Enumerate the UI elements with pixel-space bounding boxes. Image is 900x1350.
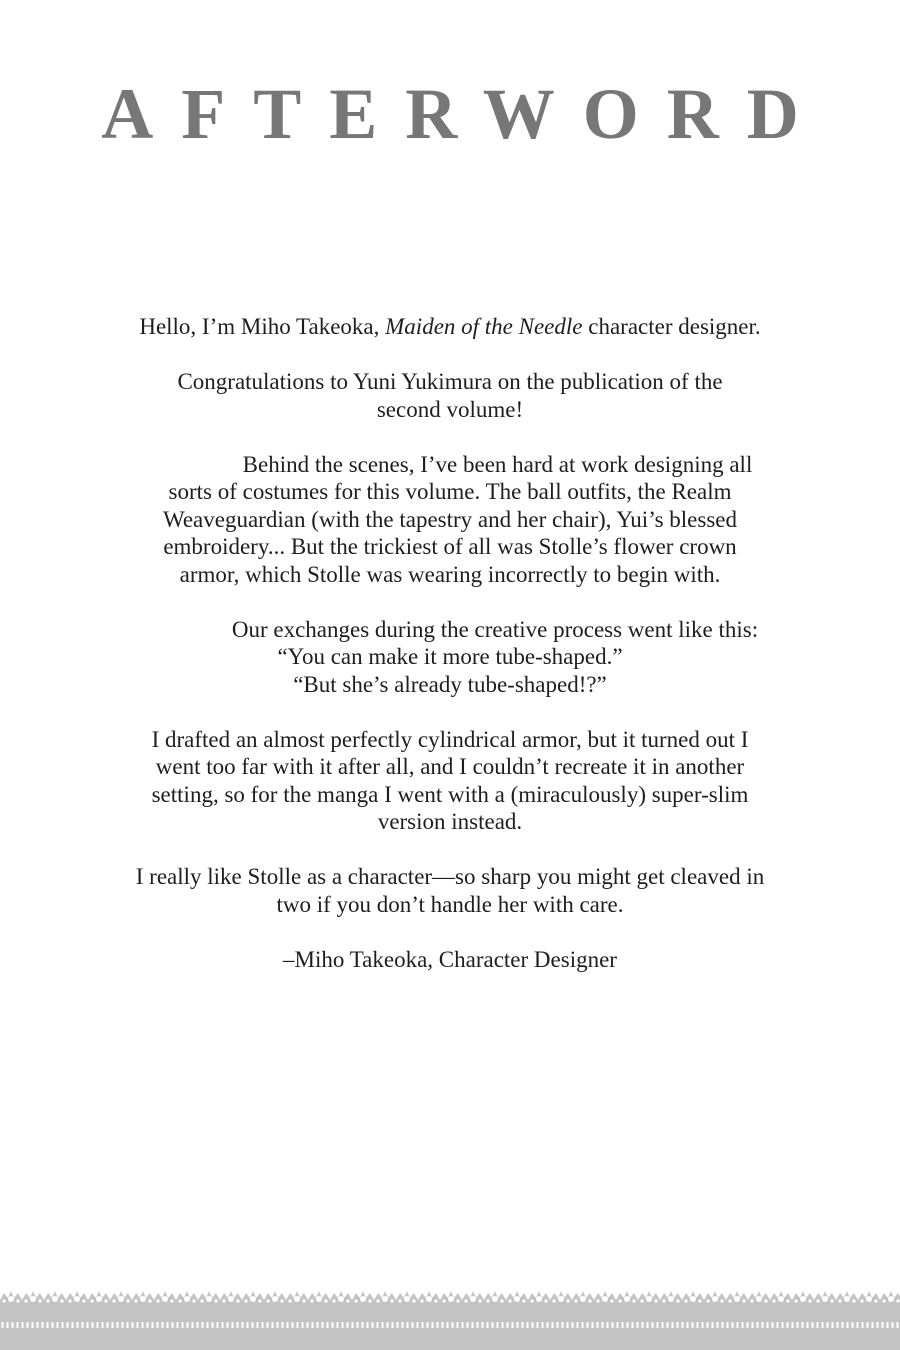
congrats-paragraph [80,368,820,423]
lace-scallop-row [0,1290,900,1320]
drafted-paragraph [80,726,820,836]
intro-text: Hello, I’m Miho Takeoka, [139,314,386,339]
like-line: I really like Stolle as a character—so sharp you might get cleaved in [135,864,765,889]
behind-line: Weaveguardian (with the tapestry and her chair), Yui’s blessed [162,506,737,532]
intro-paragraph [80,313,820,341]
page-title: AFTERWORD [101,74,827,154]
book-title: Maiden of the Needle [385,314,583,339]
signature [80,946,820,974]
behind-line: sorts of costumes for this volume. The ball outfits, the Realm [168,479,732,504]
exchange-line: Our exchanges during the creative process went like this: [231,616,759,642]
behind-line: embroidery... But the trickiest of all was Stolle’s flower crown [163,534,737,559]
like-line: two if you don’t handle her with care. [276,891,624,917]
exchange-paragraph [80,616,820,699]
exchange-quote: “But she’s already tube-shaped!?” [293,671,607,697]
afterword-body [80,313,820,973]
lace-base [0,1330,900,1350]
drafted-line: version instead. [377,809,523,834]
like-paragraph [80,863,820,918]
drafted-line: I drafted an almost perfectly cylindrical armor, but it turned out I [151,726,749,752]
drafted-line: setting, so for the manga I went with a (miraculously) super-slim [151,781,749,807]
behind-line: Behind the scenes, I’ve been hard at work designing all [242,451,753,477]
behind-scenes-paragraph [80,451,820,589]
drafted-line: went too far with it after all, and I couldn’t recreate it in another [155,754,745,779]
behind-line: armor, which Stolle was wearing incorrectly to begin with. [179,561,721,587]
intro-text-end: character designer. [582,314,761,339]
lace-border [0,1290,900,1350]
congrats-line: second volume! [376,396,524,422]
lace-tick-row [0,1320,900,1330]
exchange-quote: “You can make it more tube-shaped.” [277,644,623,669]
congrats-line: Congratulations to Yuni Yukimura on the publication of the [177,369,723,394]
signature-text: –Miho Takeoka, Character Designer [283,946,617,972]
